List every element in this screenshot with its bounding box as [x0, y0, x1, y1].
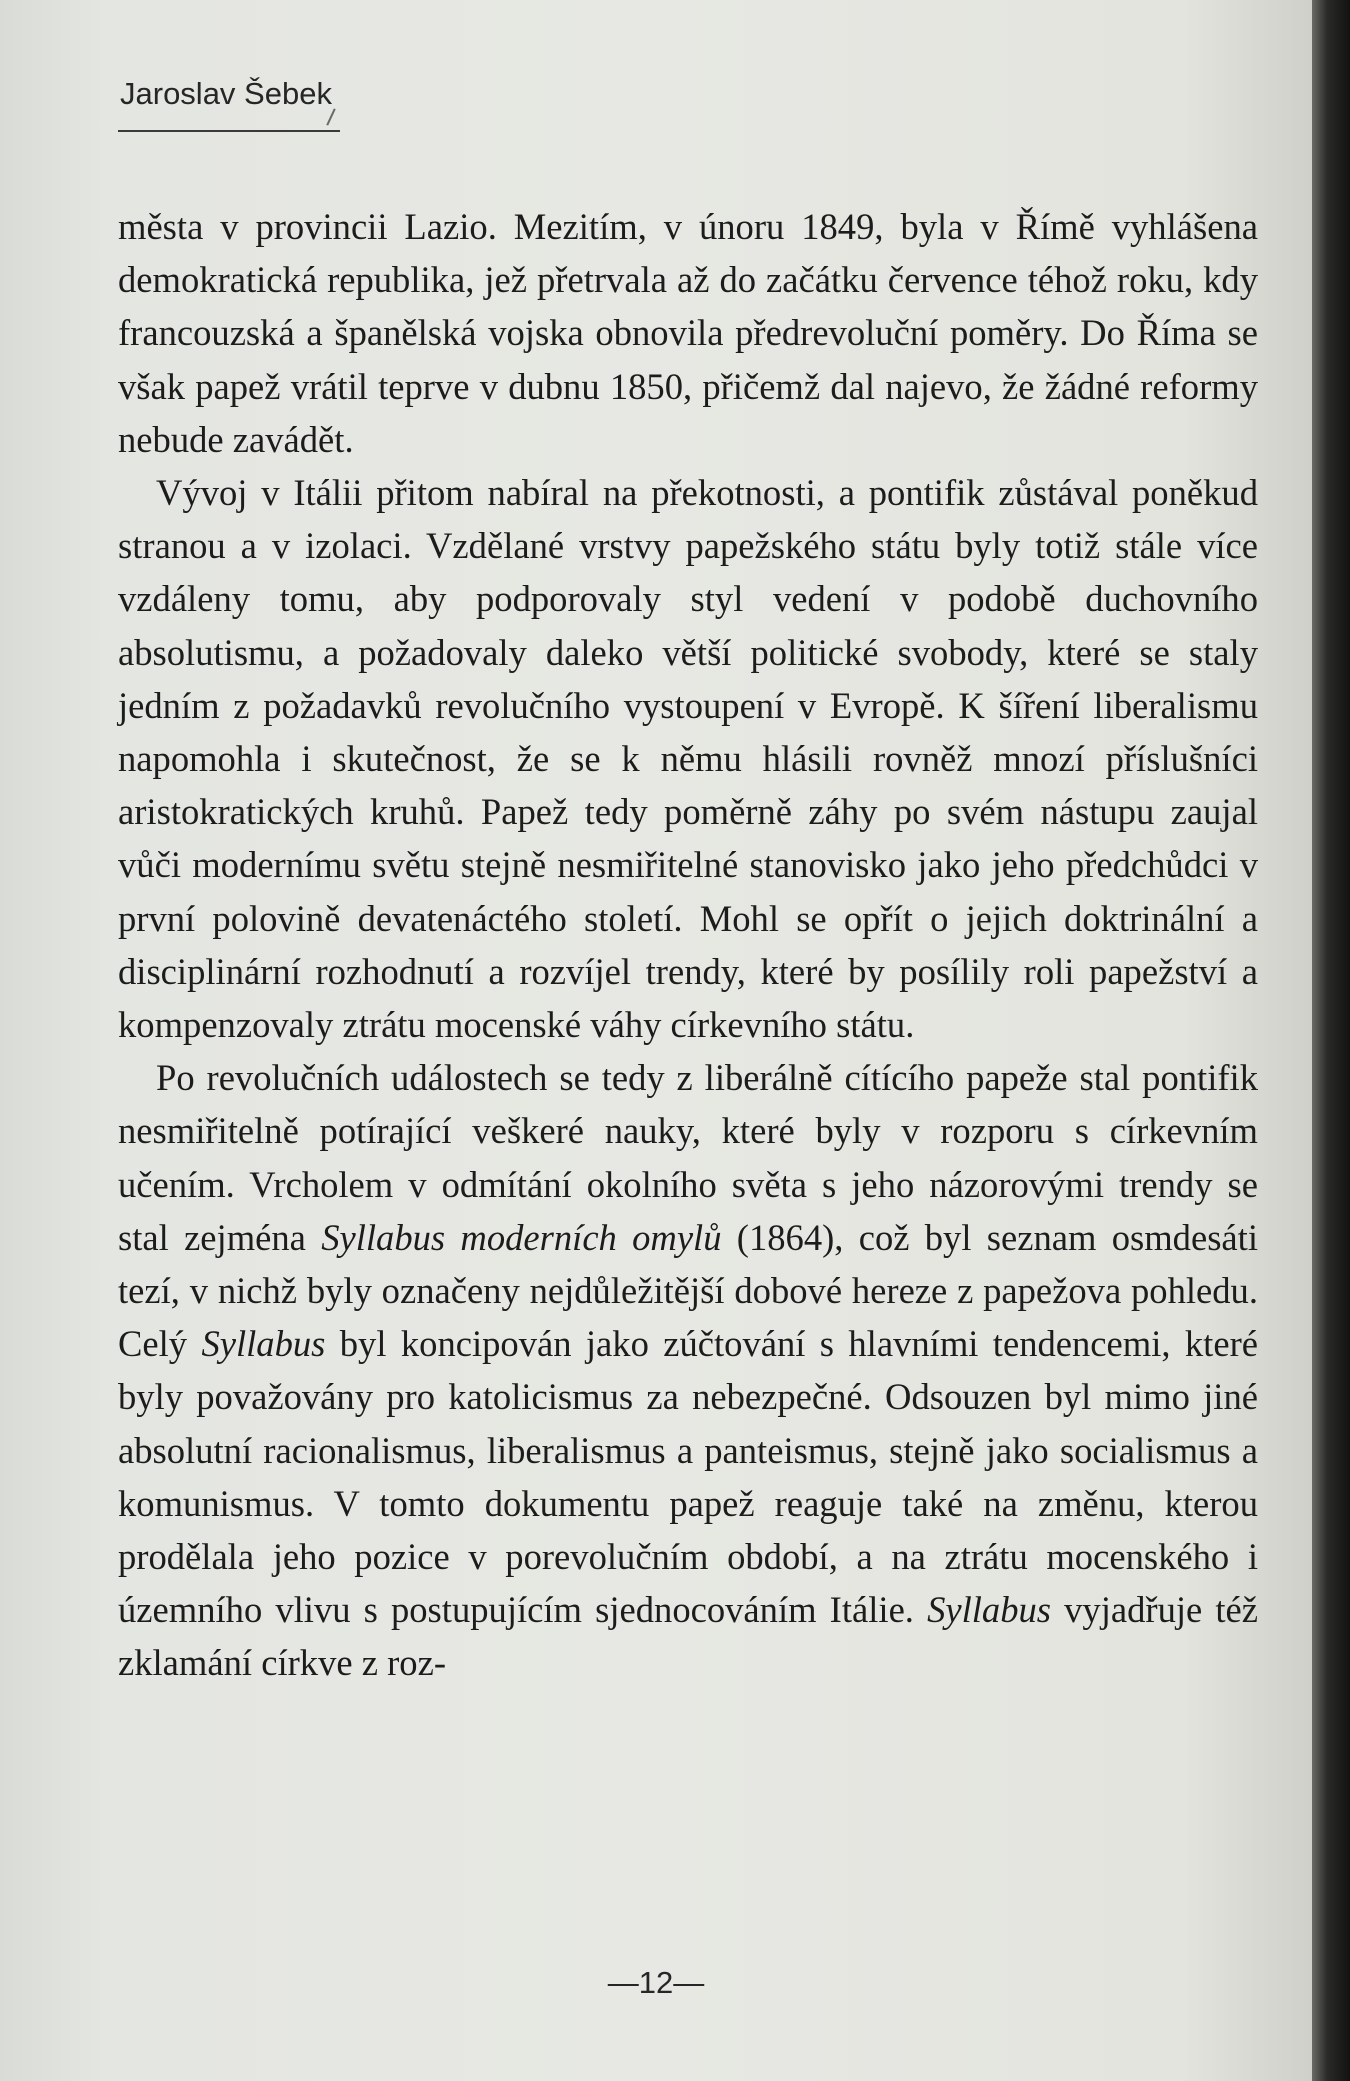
- italic-title: Syllabus: [201, 1323, 326, 1365]
- header-rule: [118, 130, 340, 132]
- text-run: Vývoj v Itálii přitom nabíral na překotnosti, a pontifik zůstával poněkud stranou a v izolaci. Vzdělané vrstvy papežského státu byly totiž stále více vzdáleny tomu, aby podporovaly styl vedení v podobě duchovního absolutismu, a požadovaly daleko větší politické svobody, které se staly jedním z požadavků revolučního vystoupení v Evropě. K šíření liberalismu napomohla i skutečnost, že se k němu hlásili rovněž mnozí příslušníci aristokratických kruhů. Papež tedy poměrně záhy po svém nástupu zaujal vůči modernímu světu stejně nesmiřitelné stanovisko jako jeho předchůdci v první polovině devatenáctého století. Mohl se opřít o jejich doktrinální a disciplinární rozhodnutí a rozvíjel trendy, které by posílily roli papežství a kompenzovaly ztrátu mocenské váhy církevního státu.: [118, 472, 1258, 1046]
- page-edge-shadow: [1312, 0, 1350, 2081]
- text-run: Po revolučních událostech se tedy z liberálně cítícího papeže stal pontifik nesmiřitelně potírající veškeré nauky, které byly v rozporu s církevním učením. Vrcholem v odmítání okolního světa s jeho názorovými trendy se stal zejména: [118, 1057, 1258, 1258]
- running-head-author: Jaroslav Šebek: [120, 76, 332, 111]
- paragraph: [118, 466, 1258, 1051]
- body-text: [118, 200, 1258, 1690]
- page-number: —12—: [607, 1965, 705, 2000]
- text-run: města v provincii Lazio. Mezitím, v únoru 1849, byla v Římě vyhlášena demokratická republika, jež přetrvala až do začátku července téhož roku, kdy francouzská a španělská vojska obnovila předrevoluční poměry. Do Říma se však papež vrátil teprve v dubnu 1850, přičemž dal najevo, že žádné reformy nebude zavádět.: [118, 206, 1258, 460]
- paragraph: [118, 1051, 1258, 1689]
- italic-title: Syllabus moderních omylů: [321, 1216, 722, 1258]
- text-run: (1864), což byl seznam osmdesáti tezí, v nichž byly označeny nejdůležitější dobové hereze z papežova pohledu. Celý: [118, 1216, 1258, 1365]
- text-run: vyjadřuje též zklamání církve z roz-: [118, 1589, 1258, 1684]
- text-run: byl koncipován jako zúčtování s hlavními tendencemi, které byly považovány pro katolicismus za nebezpečné. Odsouzen byl mimo jiné absolutní racionalismus, liberalismus a panteismus, stejně jako socialismus a komunismus. V tomto dokumentu papež reaguje také na změnu, kterou prodělala jeho pozice v porevolučním období, a na ztrátu mocenského i územního vlivu s postupujícím sjednocováním Itálie.: [118, 1323, 1258, 1631]
- paragraph: [118, 200, 1258, 466]
- italic-title: Syllabus: [927, 1589, 1052, 1631]
